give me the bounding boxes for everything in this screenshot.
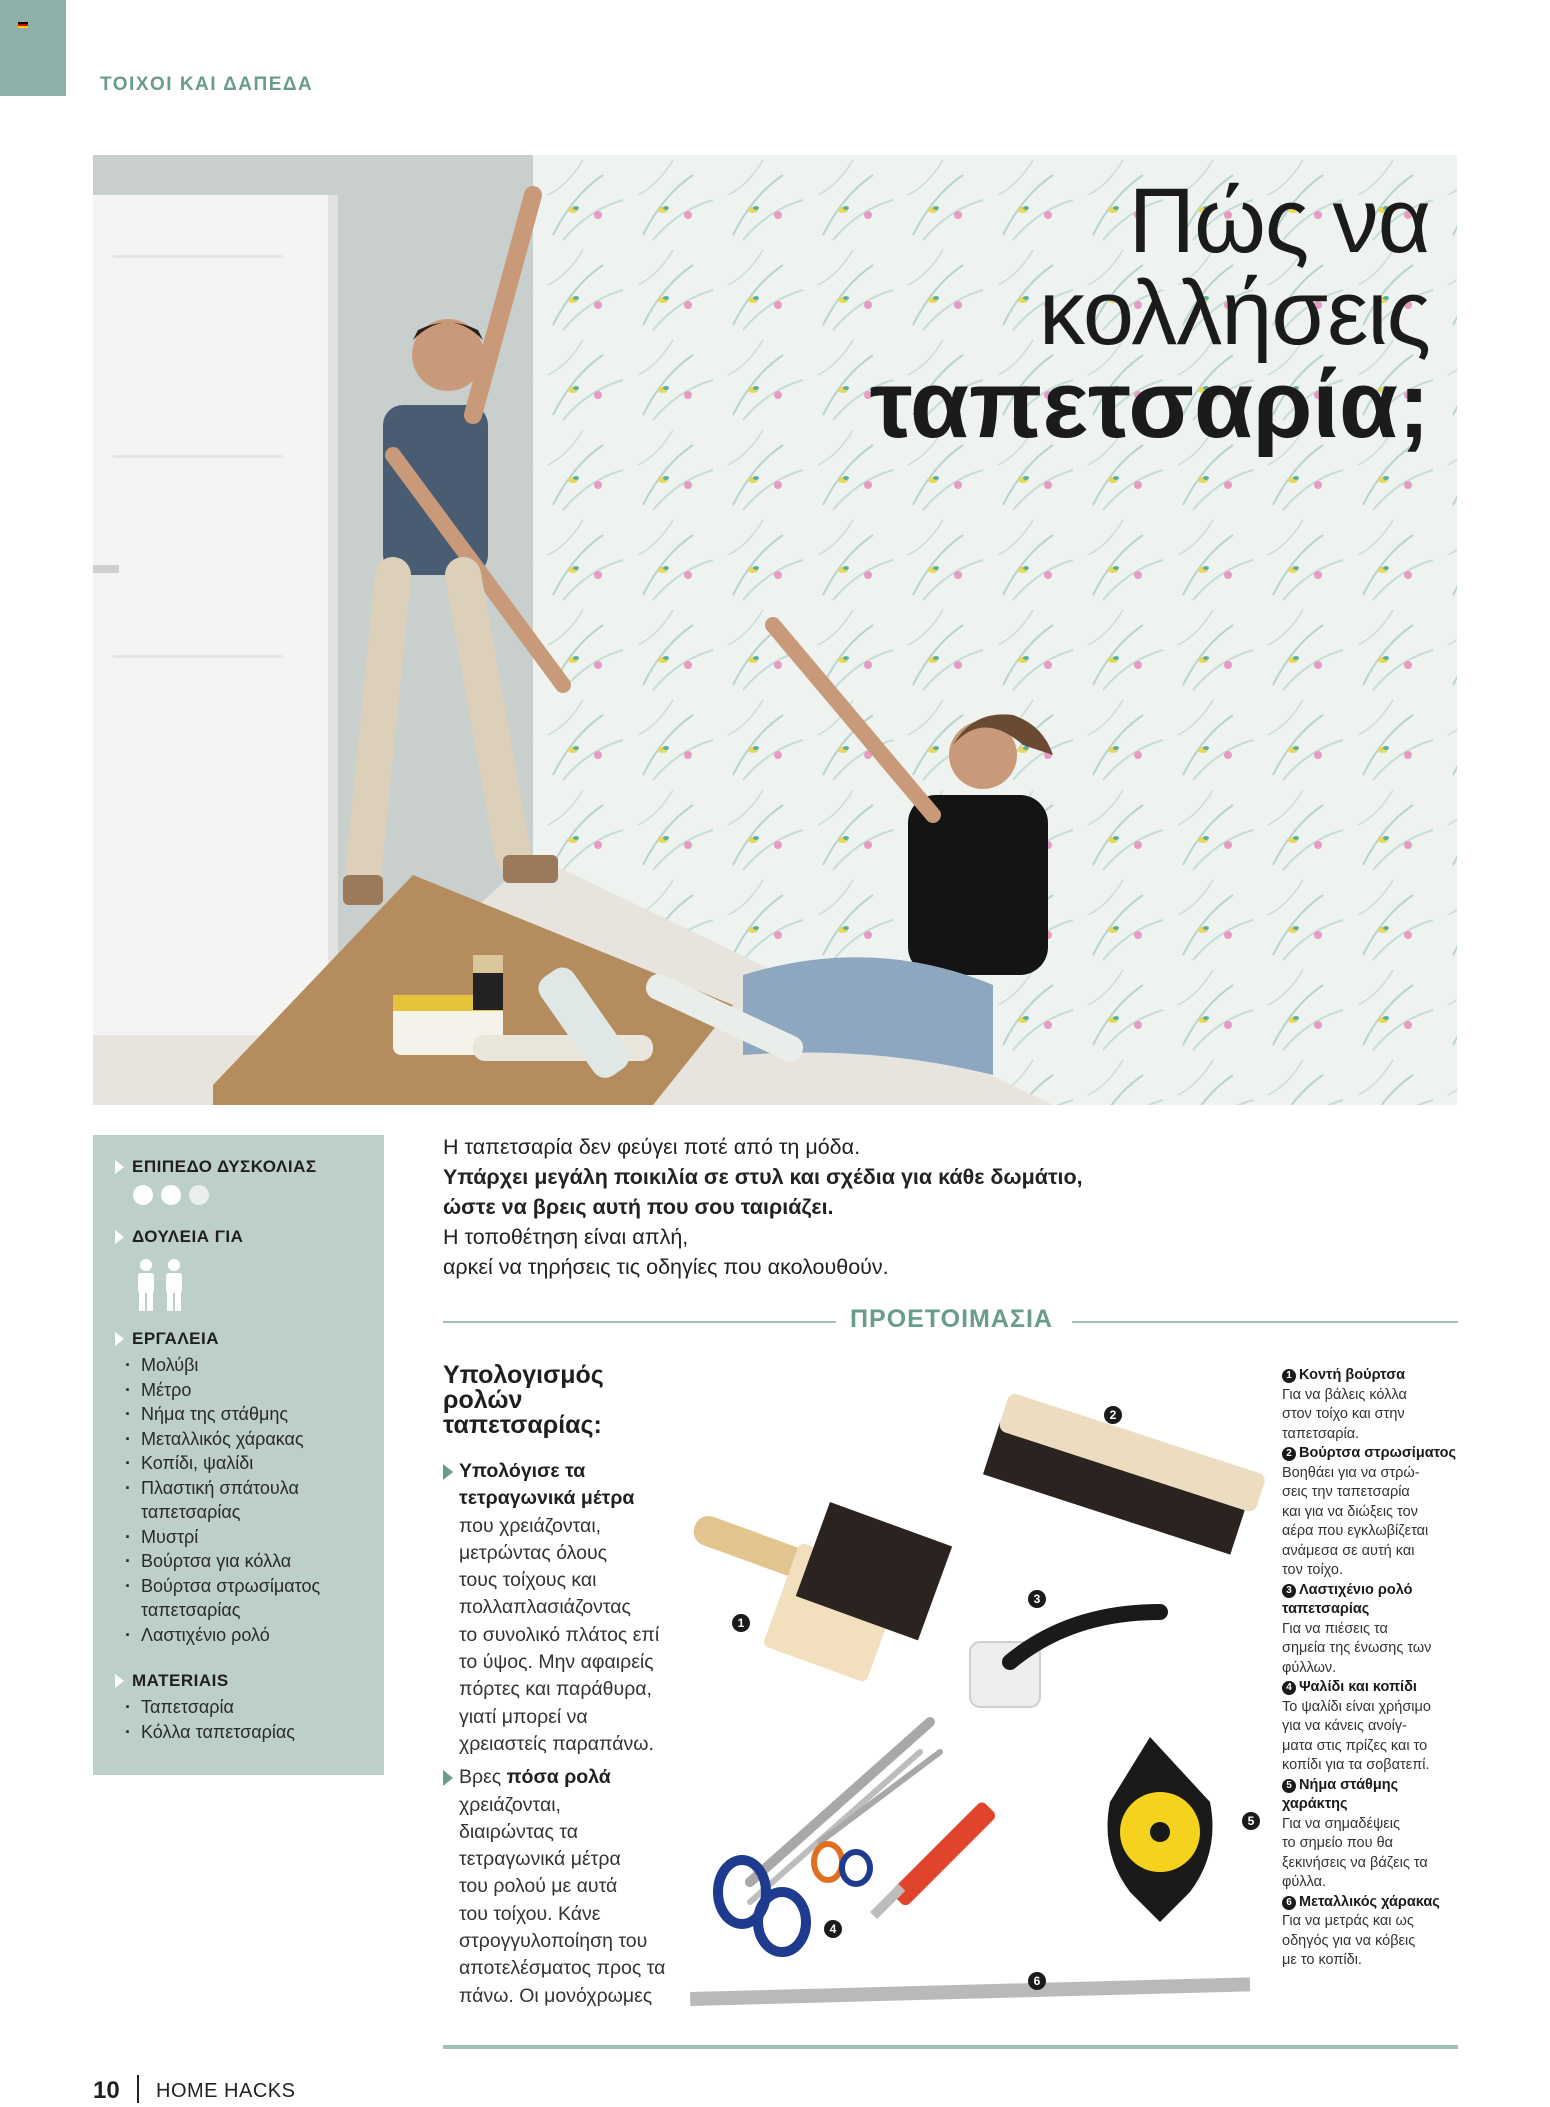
legend-item bbox=[1282, 1366, 1458, 1444]
list-item: · Βούρτσα στρωσίματος bbox=[129, 1574, 384, 1599]
legend-text: κοπίδι για τα σοβατεπί. bbox=[1282, 1757, 1430, 1773]
legend-text: στον τοίχο και στην bbox=[1282, 1406, 1405, 1422]
ruler-icon bbox=[690, 1977, 1250, 2006]
calc-title-line: ρολών bbox=[443, 1386, 523, 1414]
work-for-heading bbox=[115, 1227, 384, 1247]
calc-text-line: πόρτες και παράθυρα, bbox=[459, 1678, 652, 1701]
list-item: ταπετσαρίας bbox=[141, 1502, 241, 1522]
scissors-icon bbox=[718, 1722, 940, 1952]
title-line-3: ταπετσαρία; bbox=[869, 351, 1430, 458]
list-item: · Λαστιχένιο ρολό bbox=[129, 1623, 384, 1648]
list-item: · Κοπίδι, ψαλίδι bbox=[129, 1451, 384, 1476]
bottom-divider bbox=[443, 2045, 1458, 2049]
legend-text: για να κάνεις ανοίγ- bbox=[1282, 1718, 1407, 1734]
list-item: · Πλαστική σπάτουλα bbox=[129, 1476, 384, 1501]
list-item: · Νήμα της στάθμης bbox=[129, 1402, 384, 1427]
legend-text: Για να σημαδέψεις bbox=[1282, 1815, 1400, 1832]
intro-text bbox=[443, 1132, 1163, 1282]
legend-text: Βοηθάει για να στρώ- bbox=[1282, 1464, 1420, 1481]
calc-title-line: Υπολογισμός bbox=[443, 1361, 604, 1389]
intro-line: αρκεί να τηρήσεις τις οδηγίες που ακολουθούν. bbox=[443, 1255, 889, 1279]
list-item: · Μεταλλικός χάρακας bbox=[129, 1427, 384, 1452]
difficulty-label: ΕΠΙΠΕΔΟ ΔΥΣΚΟΛΙΑΣ bbox=[132, 1157, 317, 1176]
divider bbox=[443, 1321, 836, 1323]
people-icons bbox=[133, 1257, 384, 1313]
title-line-1: Πώς να bbox=[1128, 170, 1430, 272]
legend-text: τον τοίχο. bbox=[1282, 1562, 1343, 1578]
legend-title: Κοντή βούρτσα bbox=[1299, 1367, 1406, 1383]
triangle-icon bbox=[115, 1230, 124, 1244]
tool-number: 2 bbox=[1104, 1406, 1122, 1424]
tools-legend bbox=[1282, 1366, 1458, 1971]
triangle-icon bbox=[443, 1464, 453, 1480]
legend-text: ανάμεσα σε αυτή και bbox=[1282, 1542, 1415, 1559]
triangle-icon bbox=[115, 1674, 124, 1688]
calc-text-line: μετρώντας όλους bbox=[459, 1541, 608, 1564]
magazine-name: HOME HACKS bbox=[156, 2080, 296, 2102]
legend-text: με το κοπίδι. bbox=[1282, 1952, 1362, 1968]
tools-drawing bbox=[690, 1392, 1270, 2032]
person-icon bbox=[133, 1257, 193, 1313]
calc-heading bbox=[443, 1363, 643, 1438]
tools-list bbox=[93, 1353, 384, 1647]
legend-item bbox=[1282, 1893, 1458, 1971]
work-for-label: ΔΟΥΛΕΙΑ ΓΙΑ bbox=[132, 1227, 244, 1246]
difficulty-dot-empty bbox=[189, 1185, 209, 1205]
page-title bbox=[869, 170, 1430, 458]
legend-title: Μεταλλικός χάρακας bbox=[1299, 1893, 1440, 1910]
tool-number: 1 bbox=[732, 1614, 750, 1632]
legend-text: οδηγός για να κόβεις bbox=[1282, 1932, 1416, 1949]
legend-text: αέρα που εγκλωβίζεται bbox=[1282, 1523, 1429, 1539]
difficulty-dots bbox=[133, 1185, 384, 1205]
paste-brush-icon bbox=[690, 1502, 952, 1683]
legend-number: 2 bbox=[1282, 1447, 1296, 1461]
calc-text-line: που χρειάζονται, bbox=[459, 1514, 602, 1537]
tool-number: 6 bbox=[1028, 1972, 1046, 1990]
calc-step-2 bbox=[443, 1764, 683, 2010]
calc-text-line: χρειάζονται, bbox=[459, 1793, 561, 1816]
calc-text-line: αποτελέσματος προς τα bbox=[459, 1957, 666, 1980]
title-line-2: κολλήσεις bbox=[1038, 262, 1430, 364]
utility-knife-icon bbox=[870, 1800, 997, 1919]
materials-heading bbox=[115, 1671, 384, 1691]
triangle-icon bbox=[115, 1332, 124, 1346]
triangle-icon bbox=[115, 1160, 124, 1174]
calc-body bbox=[443, 1458, 683, 2010]
legend-title: Νήμα στάθμης χαράκτης bbox=[1282, 1776, 1399, 1812]
legend-item bbox=[1282, 1678, 1458, 1776]
difficulty-heading bbox=[115, 1157, 384, 1177]
calc-text-line: διαιρώντας τα bbox=[459, 1820, 579, 1843]
materials-label: MATERIAIS bbox=[132, 1671, 229, 1690]
legend-text: Για να μετράς και ως bbox=[1282, 1913, 1414, 1929]
legend-title: Βούρτσα στρωσίματος bbox=[1299, 1445, 1457, 1461]
smoothing-brush-icon bbox=[983, 1392, 1267, 1555]
list-item: · Κόλλα ταπετσαρίας bbox=[129, 1720, 384, 1745]
calc-text-line: το ύψος. Μην αφαιρείς bbox=[459, 1651, 654, 1674]
intro-line: Η τοποθέτηση είναι απλή, bbox=[443, 1225, 689, 1249]
tool-number: 5 bbox=[1242, 1812, 1260, 1830]
prep-heading: ΠΡΟΕΤΟΙΜΑΣΙΑ bbox=[850, 1305, 1053, 1333]
calc-text-line: του τοίχου. Κάνε bbox=[459, 1902, 601, 1925]
intro-line-bold: Υπάρχει μεγάλη ποικιλία σε στυλ και σχέδια για κάθε δωμάτιο, bbox=[443, 1165, 1083, 1189]
legend-text: ταπετσαρία. bbox=[1282, 1425, 1360, 1442]
legend-number: 6 bbox=[1282, 1896, 1296, 1910]
calc-text-line: τους τοίχους και bbox=[459, 1569, 597, 1592]
list-item: · Μυστρί bbox=[129, 1525, 384, 1550]
calc-text-line: πάνω. Οι μονόχρωμες bbox=[459, 1984, 653, 2007]
legend-text: το σημείο που θα bbox=[1282, 1835, 1394, 1851]
footer-separator bbox=[137, 2075, 139, 2103]
list-item: · Βούρτσα για κόλλα bbox=[129, 1549, 384, 1574]
legend-text: Το ψαλίδι είναι χρήσιμο bbox=[1282, 1698, 1431, 1715]
calc-text: Βρες bbox=[459, 1766, 507, 1789]
calc-text-line: πολλαπλασιάζοντας bbox=[459, 1596, 631, 1619]
materials-list bbox=[93, 1695, 384, 1744]
calc-bold-text: Υπολόγισε τα bbox=[459, 1460, 586, 1482]
difficulty-dot-filled bbox=[161, 1185, 181, 1205]
info-sidebar bbox=[93, 1135, 384, 1775]
legend-text: σεις την ταπετσαρία bbox=[1282, 1484, 1410, 1500]
intro-line: Η ταπετσαρία δεν φεύγει ποτέ από τη μόδα. bbox=[443, 1135, 861, 1159]
calc-text-line: γιατί μπορεί να bbox=[459, 1705, 588, 1728]
legend-number: 5 bbox=[1282, 1779, 1296, 1793]
tool-number: 4 bbox=[824, 1920, 842, 1938]
calc-text-line: στρογγυλοποίηση του bbox=[459, 1930, 648, 1953]
tools-heading bbox=[115, 1329, 384, 1349]
calc-step-1 bbox=[443, 1458, 683, 1758]
list-item: ταπετσαρίας bbox=[141, 1600, 241, 1620]
legend-text: ξεκινήσεις να βάζεις τα bbox=[1282, 1854, 1428, 1871]
calc-bold-text: τετραγωνικά μέτρα bbox=[459, 1487, 635, 1510]
legend-item bbox=[1282, 1581, 1458, 1679]
corner-tab bbox=[0, 0, 66, 96]
legend-text: Για να πιέσεις τα bbox=[1282, 1620, 1388, 1637]
list-item: · Ταπετσαρία bbox=[129, 1695, 384, 1720]
legend-text: φύλλα. bbox=[1282, 1874, 1327, 1890]
legend-title: Λαστιχένιο ρολό ταπετσαρίας bbox=[1282, 1581, 1413, 1617]
legend-text: και για να διώξεις τον bbox=[1282, 1503, 1418, 1520]
intro-line-bold: ώστε να βρεις αυτή που σου ταιριάζει. bbox=[443, 1195, 834, 1219]
tools-illustration bbox=[690, 1392, 1270, 2032]
list-item: · Μέτρο bbox=[129, 1378, 384, 1403]
list-item: · Μολύβι bbox=[129, 1353, 384, 1378]
calc-text-line: το συνολικό πλάτος επί bbox=[459, 1623, 660, 1646]
legend-item bbox=[1282, 1776, 1458, 1893]
difficulty-dot-filled bbox=[133, 1185, 153, 1205]
chalk-line-icon bbox=[1108, 1737, 1213, 1922]
section-header: ΤΟΙΧΟΙ ΚΑΙ ΔΑΠΕΔΑ bbox=[100, 74, 314, 95]
legend-text: φύλλων. bbox=[1282, 1659, 1337, 1676]
legend-number: 3 bbox=[1282, 1584, 1296, 1598]
legend-item bbox=[1282, 1444, 1458, 1581]
tools-label: ΕΡΓΑΛΕΙΑ bbox=[132, 1329, 219, 1348]
legend-text: Για να βάλεις κόλλα bbox=[1282, 1386, 1407, 1403]
divider bbox=[1072, 1321, 1458, 1323]
triangle-icon bbox=[443, 1770, 453, 1786]
legend-title: Ψαλίδι και κοπίδι bbox=[1299, 1679, 1417, 1695]
calc-text-line: του ρολού με αυτά bbox=[459, 1875, 618, 1898]
legend-text: ματα στις πρίζες και το bbox=[1282, 1737, 1428, 1754]
calc-text-line: τετραγωνικά μέτρα bbox=[459, 1848, 621, 1871]
calc-title-line: ταπετσαρίας: bbox=[443, 1411, 602, 1439]
page-number: 10 bbox=[93, 2077, 120, 2104]
roller-icon bbox=[970, 1612, 1160, 1707]
tool-number: 3 bbox=[1028, 1590, 1046, 1608]
calc-bold-text: πόσα ρολά bbox=[506, 1766, 611, 1789]
legend-number: 4 bbox=[1282, 1681, 1296, 1695]
calc-text-line: χρειαστείς παραπάνω. bbox=[459, 1732, 654, 1755]
legend-number: 1 bbox=[1282, 1369, 1296, 1383]
legend-text: σημεία της ένωσης των bbox=[1282, 1640, 1432, 1656]
flag-icon bbox=[18, 22, 28, 28]
